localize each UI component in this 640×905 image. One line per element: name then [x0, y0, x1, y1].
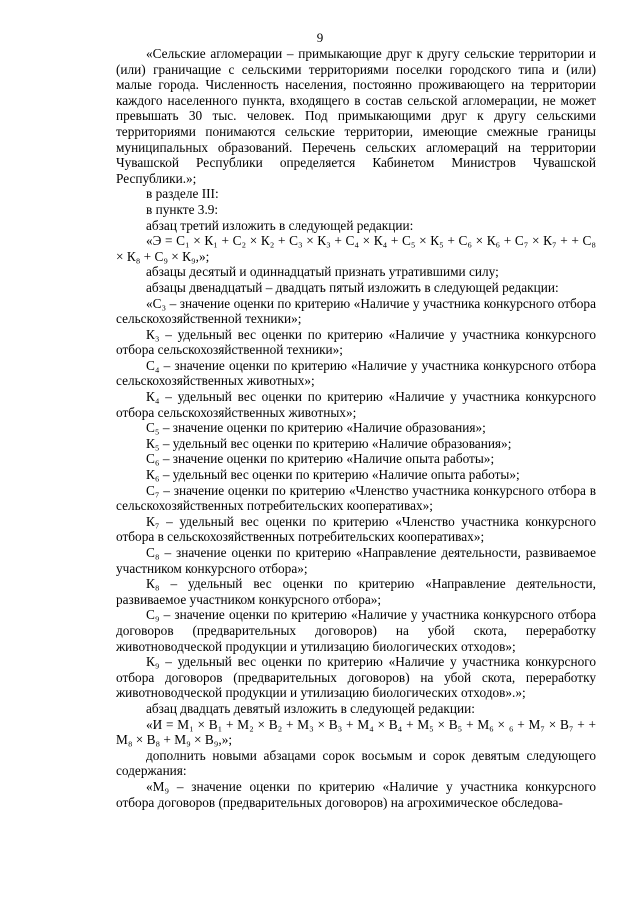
paragraph: К₈ – удельный вес оценки по критерию «Направление деятельности, развиваемое участником конкурсного отбора»;	[116, 576, 596, 607]
paragraph: С₈ – значение оценки по критерию «Направление деятельности, развиваемое участником конкурсного отбора»;	[116, 545, 596, 576]
paragraph: С₄ – значение оценки по критерию «Наличие у участника конкурсного отбора сельскохозяйственных животных»;	[116, 357, 596, 389]
paragraph: дополнить новыми абзацами сорок восьмым и сорок девятым следующего содержания:	[116, 747, 596, 779]
paragraph: К₉ – удельный вес оценки по критерию «Наличие у участника конкурсного отбора договоров (предварительных договоров) на убой скота, переработку животноводческой продукции и утилизацию биологических отходов».»;	[116, 654, 596, 701]
paragraph: абзац двадцать девятый изложить в следующей редакции:	[146, 700, 475, 716]
paragraph: С₉ – значение оценки по критерию «Наличие у участника конкурсного отбора договоров (предварительных договоров) на убой скота, переработку животноводческой продукции и утилизацию биологических отходов»;	[116, 607, 596, 654]
page-number: 9	[316, 30, 324, 45]
paragraph: К₅ – удельный вес оценки по критерию «Наличие образования»;	[146, 435, 512, 451]
paragraph: К₄ – удельный вес оценки по критерию «Наличие у участника конкурсного отбора сельскохозяйственных животных»;	[116, 389, 596, 420]
document-body	[116, 46, 596, 810]
paragraph: К₃ – удельный вес оценки по критерию «Наличие у участника конкурсного отбора сельскохозяйственной техники»;	[116, 326, 596, 358]
paragraph: С₇ – значение оценки по критерию «Членство участника конкурсного отбора в сельскохозяйственных потребительских кооперативах»;	[116, 482, 596, 514]
paragraph: в разделе III:	[146, 186, 219, 202]
paragraph: «Сельские агломерации – примыкающие друг к другу сельские территории и (или) граничащие с сельскими территориями поселки городского типа и (или) малые города. Численность населения, постоянно проживающего на территории каждого населенного пункта, входящего в состав сельской агломерации, не может превышать 30 тыс. человек. Под примыкающими друг к другу сельскими территориями понимаются сельские территории, имеющие смежные границы муниципальных образований. Перечень сельских агломераций на территории Чувашской Республики определяется Кабинетом Министров Чувашской Республики.»;	[116, 46, 596, 186]
paragraph: «С₃ – значение оценки по критерию «Наличие у участника конкурсного отбора сельскохозяйственной техники»;	[116, 295, 596, 327]
paragraph: С₆ – значение оценки по критерию «Наличие опыта работы»;	[146, 451, 495, 467]
paragraph: «М₉ – значение оценки по критерию «Наличие у участника конкурсного отбора договоров (предварительных договоров) на агрохимическое обследова-	[116, 778, 596, 810]
paragraph: в пункте 3.9:	[146, 201, 219, 217]
formula-paragraph: «И = М₁ × В₁ + М₂ × В₂ + М₃ × В₃ + М₄ × В₄ + М₅ × В₅ + М₆ × ₆ + М₇ × В₇ + + М₈ × В₈ + М₉ × В₉,»;	[116, 716, 596, 748]
paragraph: К₇ – удельный вес оценки по критерию «Членство участника конкурсного отбора в сельскохозяйственных потребительских кооперативах»;	[116, 513, 596, 545]
paragraph: абзацы двенадцатый – двадцать пятый изложить в следующей редакции:	[146, 279, 559, 295]
formula-paragraph: «Э = С₁ × К₁ + С₂ × К₂ + С₃ × К₃ + С₄ × К₄ + С₅ × К₅ + С₆ × К₆ + С₇ × К₇ + + С₈ × К₈ + С₉ × К₉,»;	[116, 233, 596, 264]
paragraph: абзац третий изложить в следующей редакции:	[146, 217, 414, 233]
paragraph: абзацы десятый и одиннадцатый признать утратившими силу;	[146, 264, 499, 280]
paragraph: К₆ – удельный вес оценки по критерию «Наличие опыта работы»;	[146, 467, 520, 483]
paragraph: С₅ – значение оценки по критерию «Наличие образования»;	[146, 420, 486, 436]
